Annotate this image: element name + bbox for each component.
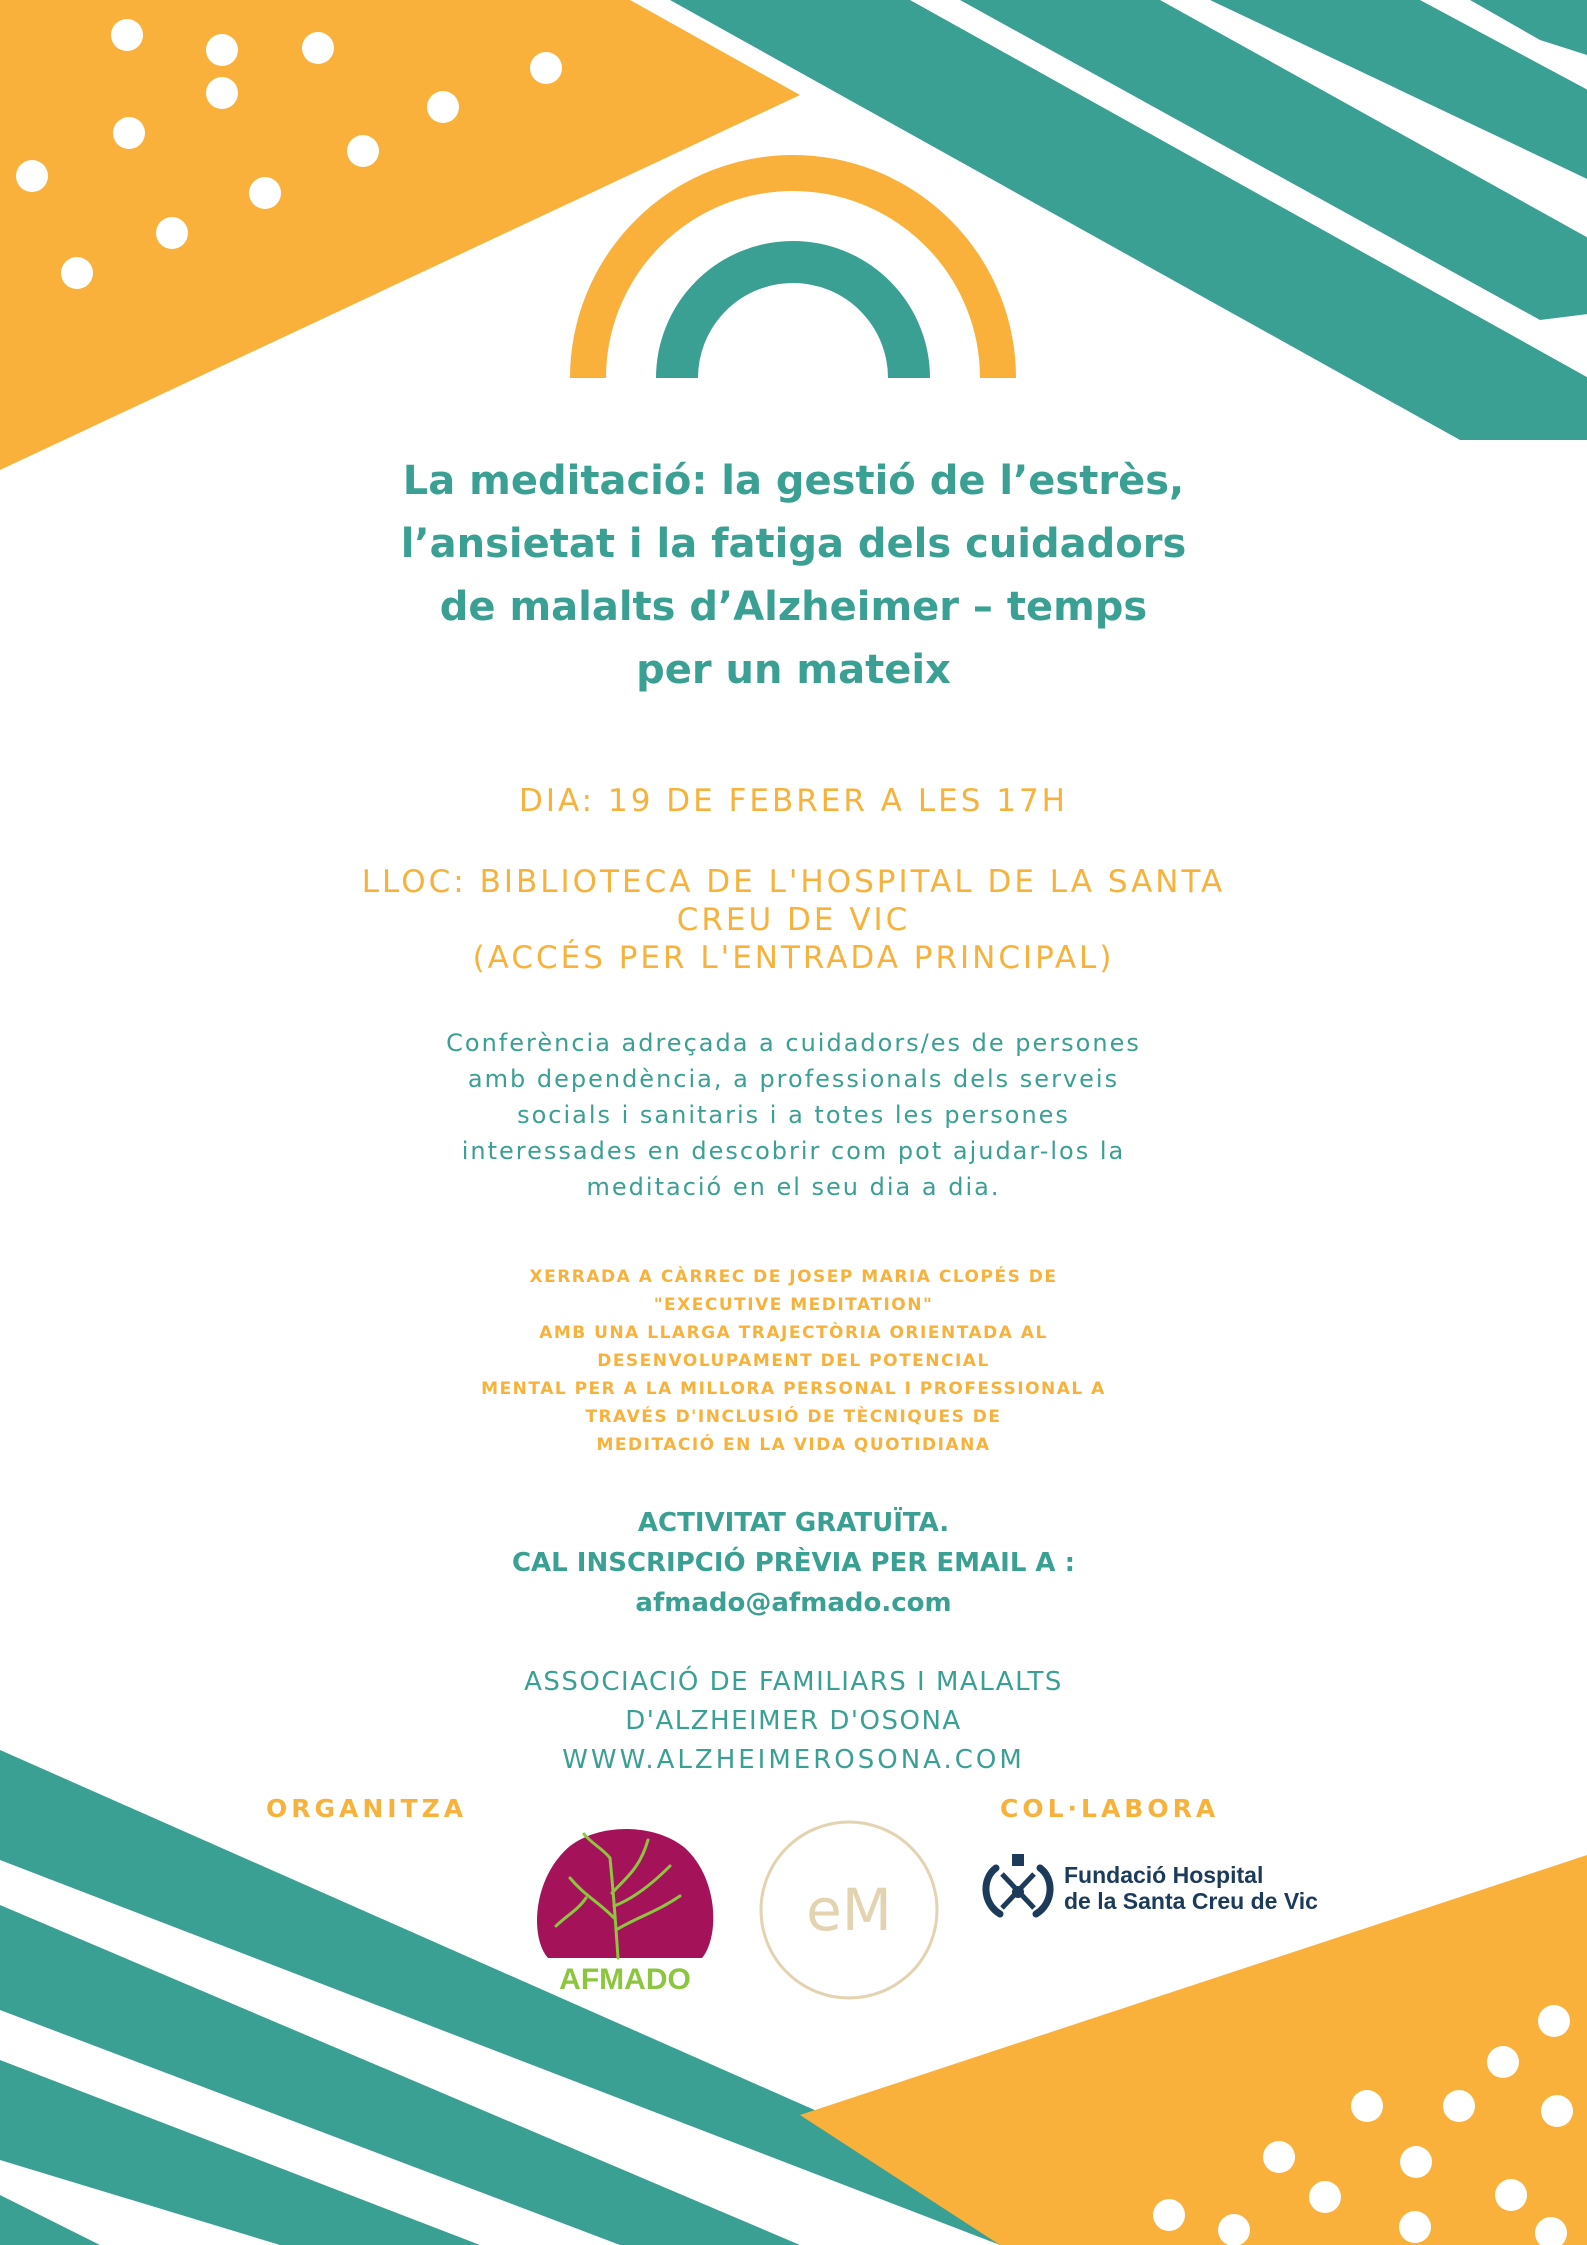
place-line: LLOC: BIBLIOTECA DE L'HOSPITAL DE LA SANTA xyxy=(361,864,1226,900)
speaker-line: DESENVOLUPAMENT DEL POTENCIAL xyxy=(597,1351,990,1371)
registration-info xyxy=(0,1503,1587,1623)
collaborator-label: COL·LABORA xyxy=(1000,1794,1220,1823)
executive-meditation-logo xyxy=(757,1818,941,2002)
association-name-line: ASSOCIACIÓ DE FAMILIARS I MALALTS xyxy=(524,1667,1063,1697)
event-description xyxy=(0,1025,1587,1205)
event-title xyxy=(0,450,1587,702)
fundacio-hospital-emblem xyxy=(978,1848,1058,1928)
association-website[interactable]: WWW.ALZHEIMEROSONA.COM xyxy=(562,1745,1025,1775)
place-line: (ACCÉS PER L'ENTRADA PRINCIPAL) xyxy=(472,940,1115,976)
fundacio-hospital-wordmark xyxy=(1064,1862,1318,1914)
description-line: socials i sanitaris i a totes les persones xyxy=(517,1101,1070,1129)
title-line: La meditació: la gestió de l’estrès, xyxy=(402,458,1185,504)
title-line: per un mateix xyxy=(636,647,951,693)
description-line: interessades en descobrir com pot ajudar-los la xyxy=(461,1137,1126,1165)
description-line: amb dependència, a professionals dels serveis xyxy=(467,1065,1120,1093)
title-line: l’ansietat i la fatiga dels cuidadors xyxy=(400,521,1187,567)
description-line: meditació en el seu dia a dia. xyxy=(586,1173,1001,1201)
speaker-line: AMB UNA LLARGA TRAJECTÒRIA ORIENTADA AL xyxy=(539,1323,1048,1343)
teal-stripes-top-right xyxy=(670,0,1587,440)
speaker-line: MENTAL PER A LA MILLORA PERSONAL I PROFESSIONAL A xyxy=(481,1379,1106,1399)
association-info xyxy=(0,1663,1587,1780)
speaker-line: MEDITACIÓ EN LA VIDA QUOTIDIANA xyxy=(596,1435,991,1455)
fundacio-line: de la Santa Creu de Vic xyxy=(1064,1888,1318,1914)
association-name-line: D'ALZHEIMER D'OSONA xyxy=(625,1706,962,1736)
organizer-label: ORGANITZA xyxy=(266,1794,468,1823)
title-line: de malalts d’Alzheimer – temps xyxy=(439,584,1148,630)
fundacio-line: Fundació Hospital xyxy=(1064,1862,1264,1888)
description-line: Conferència adreçada a cuidadors/es de persones xyxy=(446,1029,1141,1057)
event-place xyxy=(0,863,1587,977)
speaker-info xyxy=(0,1263,1587,1459)
speaker-line: XERRADA A CÀRREC DE JOSEP MARIA CLOPÉS DE xyxy=(529,1267,1058,1287)
afmado-wordmark: AFMADO xyxy=(559,1963,691,1996)
rainbow-inner-arch xyxy=(677,262,909,378)
registration-required-text: CAL INSCRIPCIÓ PRÈVIA PER EMAIL A : xyxy=(511,1548,1076,1578)
orange-triangle-top-left xyxy=(0,0,800,470)
event-date: DIA: 19 DE FEBRER A LES 17H xyxy=(519,783,1068,819)
speaker-line: "EXECUTIVE MEDITATION" xyxy=(653,1295,934,1315)
speaker-line: TRAVÉS D'INCLUSIÓ DE TÈCNIQUES DE xyxy=(585,1407,1002,1427)
place-line: CREU DE VIC xyxy=(676,902,911,938)
free-activity-text: ACTIVITAT GRATUÏTA. xyxy=(637,1508,950,1538)
em-monogram: eM xyxy=(806,1876,892,1944)
registration-email[interactable]: afmado@afmado.com xyxy=(635,1588,952,1618)
